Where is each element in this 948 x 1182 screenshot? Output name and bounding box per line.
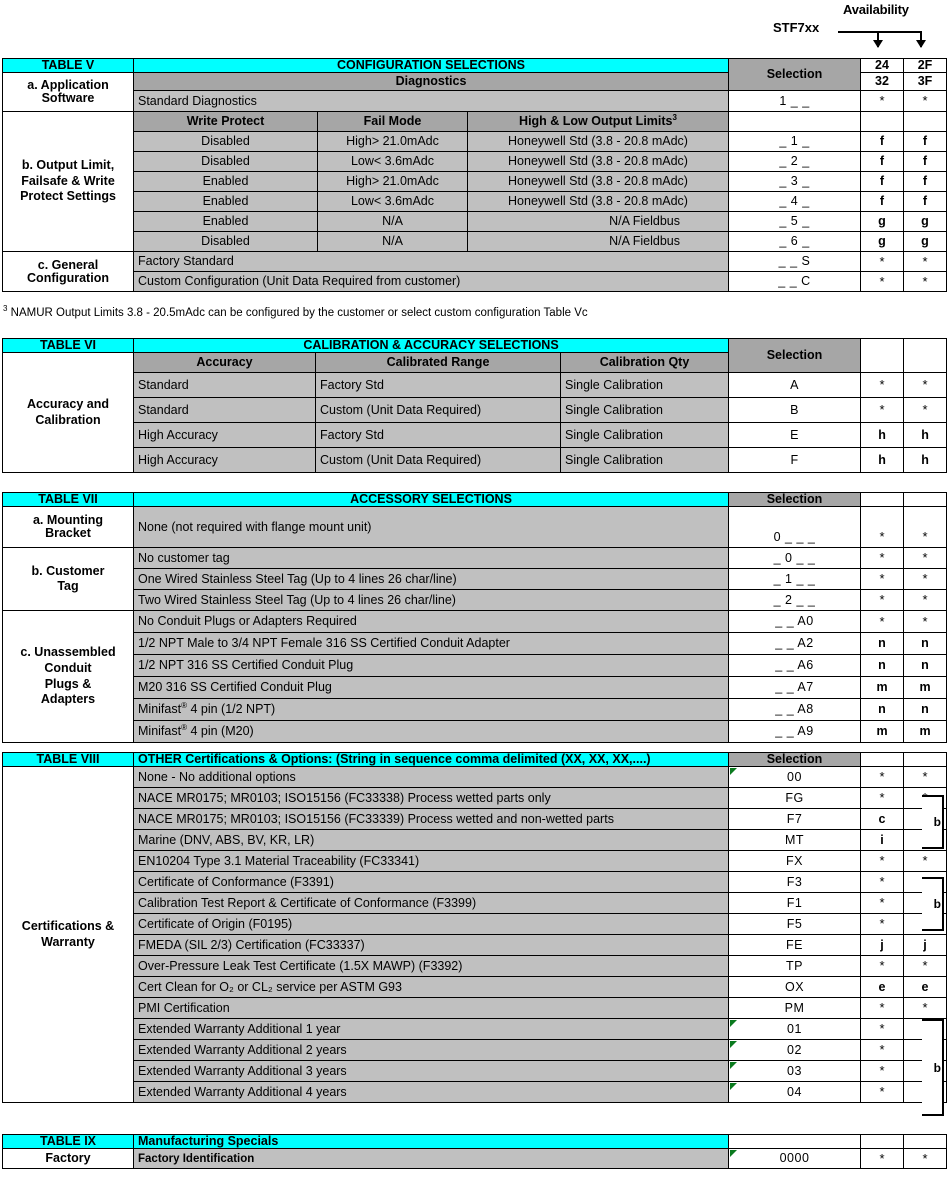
option-text: None (not required with flange mount unit) bbox=[134, 507, 729, 548]
model-label: STF7xx bbox=[773, 20, 820, 35]
table-row bbox=[3, 611, 947, 633]
selection-code: _ _ A2 bbox=[729, 633, 861, 655]
option-output-limits: Honeywell Std (3.8 - 20.8 mAdc) bbox=[468, 172, 729, 192]
table-row bbox=[3, 956, 947, 977]
availability-mark: n bbox=[904, 633, 947, 655]
table-row bbox=[3, 507, 947, 548]
availability-mark: g bbox=[904, 212, 947, 232]
availability-mark: * bbox=[861, 767, 904, 788]
option-fail-mode: N/A bbox=[318, 212, 468, 232]
option-fail-mode: High> 21.0mAdc bbox=[318, 172, 468, 192]
table-row bbox=[3, 633, 947, 655]
option-text: No customer tag bbox=[134, 548, 729, 569]
col-header-calibrated-range: Calibrated Range bbox=[316, 353, 561, 373]
availability-mark: * bbox=[861, 893, 904, 914]
table-row bbox=[3, 493, 947, 507]
subheader-diagnostics: Diagnostics bbox=[134, 73, 729, 91]
availability-mark: * bbox=[861, 956, 904, 977]
availability-mark: * bbox=[861, 1019, 904, 1040]
table-row bbox=[3, 272, 947, 292]
option-fail-mode: High> 21.0mAdc bbox=[318, 132, 468, 152]
option-accuracy: High Accuracy bbox=[134, 423, 316, 448]
option-text: NACE MR0175; MR0103; ISO15156 (FC33338) Process wetted parts only bbox=[134, 788, 729, 809]
availability-mark: f bbox=[904, 192, 947, 212]
option-accuracy: High Accuracy bbox=[134, 448, 316, 473]
selection-header: Selection bbox=[729, 753, 861, 767]
availability-mark: n bbox=[861, 655, 904, 677]
option-text: No Conduit Plugs or Adapters Required bbox=[134, 611, 729, 633]
option-calibrated-range: Factory Std bbox=[316, 373, 561, 398]
option-text: Factory Standard bbox=[134, 252, 729, 272]
availability-mark: * bbox=[861, 1040, 904, 1061]
section-label-certifications: Certifications & Warranty bbox=[3, 767, 134, 1103]
availability-mark: n bbox=[861, 699, 904, 721]
option-text: Custom Configuration (Unit Data Required from customer) bbox=[134, 272, 729, 292]
availability-mark: * bbox=[904, 252, 947, 272]
empty-cell bbox=[861, 112, 904, 132]
table-row bbox=[3, 830, 947, 851]
option-accuracy: Standard bbox=[134, 373, 316, 398]
option-calibration-qty: Single Calibration bbox=[561, 373, 729, 398]
option-text: Extended Warranty Additional 1 year bbox=[134, 1019, 729, 1040]
availability-mark: h bbox=[904, 423, 947, 448]
availability-mark: h bbox=[904, 448, 947, 473]
col-header-output-limits: High & Low Output Limits$^3$ bbox=[468, 112, 729, 132]
availability-mark: * bbox=[904, 998, 947, 1019]
selection-code: _ 4 _ bbox=[729, 192, 861, 212]
empty-cell bbox=[861, 339, 904, 373]
footnote-marker: 3 bbox=[3, 304, 8, 313]
selection-code: OX bbox=[729, 977, 861, 998]
selection-code: A bbox=[729, 373, 861, 398]
footnote-3 bbox=[3, 304, 588, 319]
selection-code: _ _ A7 bbox=[729, 677, 861, 699]
group-bracket-label: b bbox=[933, 815, 941, 829]
availability-mark: * bbox=[904, 91, 947, 112]
availability-col-2-top: 2F bbox=[904, 59, 947, 73]
availability-mark: n bbox=[904, 655, 947, 677]
table-vii bbox=[2, 492, 947, 743]
availability-mark: g bbox=[904, 232, 947, 252]
option-write-protect: Enabled bbox=[134, 172, 318, 192]
option-text: 1/2 NPT Male to 3/4 NPT Female 316 SS Certified Conduit Adapter bbox=[134, 633, 729, 655]
selection-code: _ _ C bbox=[729, 272, 861, 292]
availability-mark: * bbox=[904, 1149, 947, 1169]
selection-code: _ 1 _ bbox=[729, 132, 861, 152]
option-text: EN10204 Type 3.1 Material Traceability (FC33341) bbox=[134, 851, 729, 872]
selection-code: 1 _ _ bbox=[729, 91, 861, 112]
availability-mark: g bbox=[861, 232, 904, 252]
availability-mark: * bbox=[861, 398, 904, 423]
table-row bbox=[3, 893, 947, 914]
availability-leader-line bbox=[838, 31, 922, 33]
option-text: Minifast® 4 pin (1/2 NPT) bbox=[134, 699, 729, 721]
table-row bbox=[3, 423, 947, 448]
option-calibration-qty: Single Calibration bbox=[561, 398, 729, 423]
availability-mark: j bbox=[861, 935, 904, 956]
availability-col-1-bottom: 32 bbox=[861, 73, 904, 91]
availability-mark: * bbox=[904, 398, 947, 423]
selection-code: E bbox=[729, 423, 861, 448]
table-vi-title: CALIBRATION & ACCURACY SELECTIONS bbox=[134, 339, 729, 353]
table-vii-id: TABLE VII bbox=[3, 493, 134, 507]
option-text: Calibration Test Report & Certificate of Conformance (F3399) bbox=[134, 893, 729, 914]
table-row bbox=[3, 1082, 947, 1103]
availability-mark: c bbox=[861, 809, 904, 830]
table-viii-title: OTHER Certifications & Options: (String in sequence comma delimited (XX, XX, XX,....) bbox=[134, 753, 729, 767]
option-text: Extended Warranty Additional 2 years bbox=[134, 1040, 729, 1061]
option-text: NACE MR0175; MR0103; ISO15156 (FC33339) Process wetted and non-wetted parts bbox=[134, 809, 729, 830]
selection-code: _ _ A0 bbox=[729, 611, 861, 633]
availability-mark: * bbox=[861, 851, 904, 872]
empty-cell bbox=[904, 112, 947, 132]
section-label-mounting-bracket: a. Mounting Bracket bbox=[3, 507, 134, 548]
table-row bbox=[3, 398, 947, 423]
empty-cell bbox=[904, 339, 947, 373]
availability-mark: * bbox=[861, 91, 904, 112]
selection-code: _ 2 _ _ bbox=[729, 590, 861, 611]
option-output-limits: Honeywell Std (3.8 - 20.8 mAdc) bbox=[468, 192, 729, 212]
table-row bbox=[3, 590, 947, 611]
option-text: One Wired Stainless Steel Tag (Up to 4 lines 26 char/line) bbox=[134, 569, 729, 590]
selection-code: F7 bbox=[729, 809, 861, 830]
availability-mark: f bbox=[861, 132, 904, 152]
table-row bbox=[3, 851, 947, 872]
table-row bbox=[3, 1149, 947, 1169]
option-fail-mode: N/A bbox=[318, 232, 468, 252]
option-text: Cert Clean for O₂ or CL₂ service per ASTM G93 bbox=[134, 977, 729, 998]
availability-mark: * bbox=[861, 788, 904, 809]
option-text: Marine (DNV, ABS, BV, KR, LR) bbox=[134, 830, 729, 851]
option-write-protect: Disabled bbox=[134, 132, 318, 152]
availability-mark: e bbox=[904, 977, 947, 998]
option-calibrated-range: Custom (Unit Data Required) bbox=[316, 398, 561, 423]
empty-cell bbox=[904, 493, 947, 507]
selection-code: 04 bbox=[729, 1082, 861, 1103]
selection-code: 02 bbox=[729, 1040, 861, 1061]
availability-mark: * bbox=[904, 956, 947, 977]
availability-mark: g bbox=[861, 212, 904, 232]
selection-code: 00 bbox=[729, 767, 861, 788]
table-row bbox=[3, 569, 947, 590]
availability-mark: * bbox=[861, 252, 904, 272]
option-text: M20 316 SS Certified Conduit Plug bbox=[134, 677, 729, 699]
group-bracket bbox=[922, 1019, 944, 1116]
selection-code: 0 _ _ _ bbox=[729, 507, 861, 548]
section-label-c: c. General Configuration bbox=[3, 252, 134, 292]
selection-code: _ _ A6 bbox=[729, 655, 861, 677]
table-row bbox=[3, 1019, 947, 1040]
section-label-factory: Factory bbox=[3, 1149, 134, 1169]
selection-code: F bbox=[729, 448, 861, 473]
option-text: Standard Diagnostics bbox=[134, 91, 729, 112]
group-bracket bbox=[922, 795, 944, 849]
selection-code: FG bbox=[729, 788, 861, 809]
availability-col-1-top: 24 bbox=[861, 59, 904, 73]
option-output-limits: Honeywell Std (3.8 - 20.8 mAdc) bbox=[468, 152, 729, 172]
selection-code: _ 5 _ bbox=[729, 212, 861, 232]
table-row bbox=[3, 809, 947, 830]
availability-mark: * bbox=[904, 272, 947, 292]
selection-code: _ 1 _ _ bbox=[729, 569, 861, 590]
green-marker-icon bbox=[730, 1041, 737, 1048]
table-ix-id: TABLE IX bbox=[3, 1135, 134, 1149]
green-marker-icon bbox=[730, 1083, 737, 1090]
table-row bbox=[3, 192, 947, 212]
option-text: 1/2 NPT 316 SS Certified Conduit Plug bbox=[134, 655, 729, 677]
col-header-accuracy: Accuracy bbox=[134, 353, 316, 373]
selection-code: PM bbox=[729, 998, 861, 1019]
option-text: Over-Pressure Leak Test Certificate (1.5X MAWP) (F3392) bbox=[134, 956, 729, 977]
option-text: Certificate of Conformance (F3391) bbox=[134, 872, 729, 893]
section-label-customer-tag: b. Customer Tag bbox=[3, 548, 134, 611]
availability-col-2-bottom: 3F bbox=[904, 73, 947, 91]
empty-cell bbox=[904, 1135, 947, 1149]
availability-mark: * bbox=[861, 590, 904, 611]
option-text: PMI Certification bbox=[134, 998, 729, 1019]
selection-code: _ 6 _ bbox=[729, 232, 861, 252]
table-row bbox=[3, 721, 947, 743]
option-write-protect: Enabled bbox=[134, 212, 318, 232]
table-row bbox=[3, 232, 947, 252]
table-row bbox=[3, 767, 947, 788]
availability-mark: * bbox=[861, 1149, 904, 1169]
section-label-b: b. Output Limit, Failsafe & Write Protect Settings bbox=[3, 112, 134, 252]
table-v-title: CONFIGURATION SELECTIONS bbox=[134, 59, 729, 73]
table-viii-id: TABLE VIII bbox=[3, 753, 134, 767]
option-fail-mode: Low< 3.6mAdc bbox=[318, 192, 468, 212]
table-row bbox=[3, 212, 947, 232]
availability-mark: * bbox=[904, 590, 947, 611]
table-row bbox=[3, 448, 947, 473]
table-row bbox=[3, 1040, 947, 1061]
empty-cell bbox=[861, 1135, 904, 1149]
down-arrow-icon bbox=[877, 31, 879, 47]
table-row bbox=[3, 252, 947, 272]
green-marker-icon bbox=[730, 1062, 737, 1069]
selection-code: F3 bbox=[729, 872, 861, 893]
availability-mark: n bbox=[904, 699, 947, 721]
selection-code: TP bbox=[729, 956, 861, 977]
option-text: Two Wired Stainless Steel Tag (Up to 4 lines 26 char/line) bbox=[134, 590, 729, 611]
availability-mark: * bbox=[904, 373, 947, 398]
selection-header: Selection bbox=[729, 339, 861, 373]
table-row bbox=[3, 872, 947, 893]
availability-mark: f bbox=[904, 152, 947, 172]
selection-code: 03 bbox=[729, 1061, 861, 1082]
selection-code: 0000 bbox=[729, 1149, 861, 1169]
group-bracket-label: b bbox=[933, 897, 941, 911]
down-arrow-icon bbox=[920, 31, 922, 47]
table-row bbox=[3, 655, 947, 677]
option-output-limits: N/A Fieldbus bbox=[468, 212, 729, 232]
table-vii-title: ACCESSORY SELECTIONS bbox=[134, 493, 729, 507]
selection-code: _ _ A8 bbox=[729, 699, 861, 721]
table-row bbox=[3, 112, 947, 132]
table-row bbox=[3, 935, 947, 956]
table-v bbox=[2, 58, 947, 292]
option-text: Minifast® 4 pin (M20) bbox=[134, 721, 729, 743]
availability-mark: h bbox=[861, 423, 904, 448]
section-label-a: a. Application Software bbox=[3, 73, 134, 112]
col-header-write-protect: Write Protect bbox=[134, 112, 318, 132]
section-label-conduit: c. Unassembled Conduit Plugs & Adapters bbox=[3, 611, 134, 743]
availability-mark: f bbox=[904, 172, 947, 192]
table-row bbox=[3, 152, 947, 172]
availability-mark: * bbox=[904, 548, 947, 569]
option-calibrated-range: Custom (Unit Data Required) bbox=[316, 448, 561, 473]
availability-mark: * bbox=[861, 998, 904, 1019]
table-row bbox=[3, 172, 947, 192]
option-write-protect: Disabled bbox=[134, 232, 318, 252]
table-viii bbox=[2, 752, 947, 1103]
availability-mark: j bbox=[904, 935, 947, 956]
table-row bbox=[3, 91, 947, 112]
selection-code: MT bbox=[729, 830, 861, 851]
availability-mark: m bbox=[861, 677, 904, 699]
selection-code: _ _ S bbox=[729, 252, 861, 272]
selection-code: F1 bbox=[729, 893, 861, 914]
table-row bbox=[3, 548, 947, 569]
option-accuracy: Standard bbox=[134, 398, 316, 423]
availability-mark: * bbox=[861, 569, 904, 590]
table-row bbox=[3, 1061, 947, 1082]
availability-mark: * bbox=[861, 548, 904, 569]
availability-mark: * bbox=[904, 851, 947, 872]
green-marker-icon bbox=[730, 768, 737, 775]
option-text: Extended Warranty Additional 3 years bbox=[134, 1061, 729, 1082]
availability-mark: f bbox=[861, 172, 904, 192]
selection-code: 01 bbox=[729, 1019, 861, 1040]
table-v-id: TABLE V bbox=[3, 59, 134, 73]
table-vi bbox=[2, 338, 947, 473]
selection-header: Selection bbox=[729, 59, 861, 91]
table-row bbox=[3, 1135, 947, 1149]
green-marker-icon bbox=[730, 1150, 737, 1157]
availability-mark: * bbox=[861, 507, 904, 548]
option-text: Extended Warranty Additional 4 years bbox=[134, 1082, 729, 1103]
availability-mark: * bbox=[861, 611, 904, 633]
availability-mark: f bbox=[904, 132, 947, 152]
table-row bbox=[3, 339, 947, 353]
table-ix-title: Manufacturing Specials bbox=[134, 1135, 729, 1149]
table-row bbox=[3, 998, 947, 1019]
selection-code: B bbox=[729, 398, 861, 423]
availability-mark: i bbox=[861, 830, 904, 851]
option-text: None - No additional options bbox=[134, 767, 729, 788]
table-row bbox=[3, 132, 947, 152]
table-row bbox=[3, 977, 947, 998]
option-output-limits: Honeywell Std (3.8 - 20.8 mAdc) bbox=[468, 132, 729, 152]
availability-header bbox=[0, 0, 948, 55]
selection-code: FE bbox=[729, 935, 861, 956]
availability-mark: * bbox=[861, 373, 904, 398]
availability-mark: * bbox=[861, 914, 904, 935]
option-fail-mode: Low< 3.6mAdc bbox=[318, 152, 468, 172]
selection-code: _ 0 _ _ bbox=[729, 548, 861, 569]
selection-code: _ 3 _ bbox=[729, 172, 861, 192]
section-label-accuracy: Accuracy and Calibration bbox=[3, 353, 134, 473]
empty-cell bbox=[729, 1135, 861, 1149]
availability-mark: * bbox=[904, 767, 947, 788]
availability-title: Availability bbox=[843, 2, 909, 17]
group-bracket bbox=[922, 877, 944, 931]
selection-code: FX bbox=[729, 851, 861, 872]
availability-mark: * bbox=[904, 507, 947, 548]
option-text: FMEDA (SIL 2/3) Certification (FC33337) bbox=[134, 935, 729, 956]
availability-mark: * bbox=[904, 611, 947, 633]
availability-mark: h bbox=[861, 448, 904, 473]
option-calibrated-range: Factory Std bbox=[316, 423, 561, 448]
option-calibration-qty: Single Calibration bbox=[561, 448, 729, 473]
empty-cell bbox=[904, 753, 947, 767]
availability-mark: f bbox=[861, 192, 904, 212]
availability-mark: * bbox=[861, 872, 904, 893]
selection-header: Selection bbox=[729, 493, 861, 507]
empty-cell bbox=[861, 753, 904, 767]
option-text: Certificate of Origin (F0195) bbox=[134, 914, 729, 935]
availability-mark: * bbox=[861, 1082, 904, 1103]
table-row bbox=[3, 914, 947, 935]
col-header-fail-mode: Fail Mode bbox=[318, 112, 468, 132]
availability-mark: * bbox=[861, 272, 904, 292]
selection-code: _ _ A9 bbox=[729, 721, 861, 743]
availability-mark: n bbox=[861, 633, 904, 655]
availability-mark: m bbox=[904, 721, 947, 743]
table-row bbox=[3, 788, 947, 809]
group-bracket-label: b bbox=[933, 1060, 941, 1075]
selection-code: _ 2 _ bbox=[729, 152, 861, 172]
green-marker-icon bbox=[730, 1020, 737, 1027]
availability-mark: m bbox=[904, 677, 947, 699]
option-output-limits: N/A Fieldbus bbox=[468, 232, 729, 252]
table-vi-id: TABLE VI bbox=[3, 339, 134, 353]
availability-mark: * bbox=[861, 1061, 904, 1082]
table-row bbox=[3, 699, 947, 721]
table-row bbox=[3, 373, 947, 398]
option-text: Factory Identification bbox=[134, 1149, 729, 1169]
availability-mark: e bbox=[861, 977, 904, 998]
availability-mark: * bbox=[904, 569, 947, 590]
availability-mark: m bbox=[861, 721, 904, 743]
col-header-calibration-qty: Calibration Qty bbox=[561, 353, 729, 373]
table-row bbox=[3, 753, 947, 767]
footnote-text: NAMUR Output Limits 3.8 - 20.5mAdc can be configured by the customer or select custom configuration Table Vc bbox=[10, 306, 588, 319]
table-row bbox=[3, 677, 947, 699]
table-row bbox=[3, 59, 947, 73]
option-calibration-qty: Single Calibration bbox=[561, 423, 729, 448]
empty-cell bbox=[729, 112, 861, 132]
empty-cell bbox=[861, 493, 904, 507]
option-write-protect: Disabled bbox=[134, 152, 318, 172]
availability-mark: f bbox=[861, 152, 904, 172]
table-ix bbox=[2, 1134, 947, 1169]
option-write-protect: Enabled bbox=[134, 192, 318, 212]
selection-code: F5 bbox=[729, 914, 861, 935]
